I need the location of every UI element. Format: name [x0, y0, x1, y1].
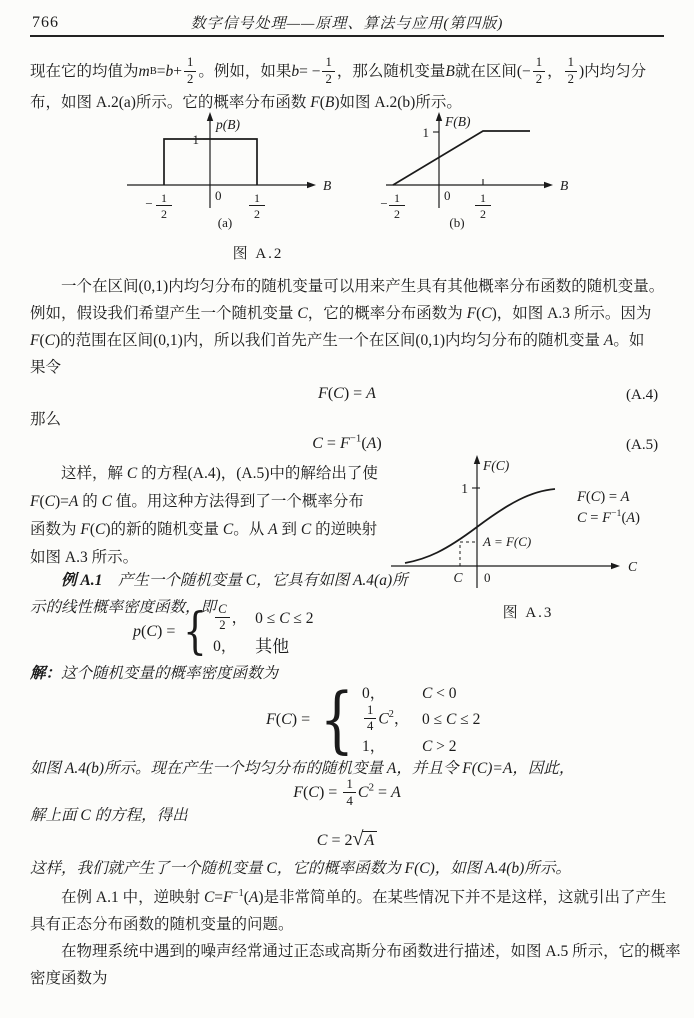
- cdf-ramp-curve: [393, 131, 530, 185]
- x-axis-label: B: [323, 178, 332, 193]
- cases-brace: {: [319, 677, 355, 762]
- figure-a3-side-equation2: $C = F^{-1}(A)$: [577, 508, 640, 526]
- para3: [30, 460, 395, 572]
- origin-label: 0: [215, 188, 222, 203]
- para1-line1: 现在它的均值为 m B = b + $\frac{1}{2}$ 。例如，如果 b = − $\frac{1}{2}$ ，那么随机变量 B 就在区间(− $\frac{1}{2}$ ， $\frac{1}{2}$ )内均匀分: [30, 55, 647, 86]
- case-value: $\frac{1}{4}$ $C^2$，: [362, 705, 422, 735]
- equation-fc-piecewise: [266, 677, 481, 762]
- para1-line2: 布，如图 A.2(a)所示。它的概率分布函数 F(B)如图 A.2(b)所示。: [30, 94, 462, 111]
- case-value: 1，: [361, 737, 386, 755]
- ytick-label: 1: [461, 481, 468, 496]
- figure-a2a-uniform-pdf-plot: [97, 112, 337, 244]
- xtick-right-denominator: 2: [480, 207, 486, 221]
- solution-intro: 解：这个随机变量的概率密度函数为: [30, 665, 279, 682]
- figure-a2-caption: 图 A.2: [232, 246, 284, 262]
- y-axis-arrow: [436, 112, 442, 121]
- equation-lhs: p(C) =: [133, 622, 176, 640]
- para2-line2: 例如，假设我们希望产生一个随机变量 C，它的概率分布函数为 F(C)，如图 A.3 所示。因为: [30, 305, 652, 322]
- x-axis-label: C: [628, 559, 638, 574]
- case-row: [213, 604, 313, 634]
- case-condition: 0 ≤ C ≤ 2: [421, 711, 481, 729]
- x-axis-arrow: [307, 182, 316, 188]
- case-row: [362, 705, 480, 735]
- para3-line3: 函数为 F(C)的新的随机变量 C。从 A 到 C 的逆映射: [30, 521, 378, 538]
- x-axis-label: B: [560, 178, 569, 193]
- y-axis-label: F(B): [445, 114, 471, 129]
- equation-a5-number: (A.5): [626, 437, 659, 453]
- x-axis-arrow: [544, 182, 553, 188]
- equation-a4-number: (A.4): [626, 387, 659, 403]
- para5-line1: 在例 A.1 中，逆映射 $C=F^{-1}(A)$是非常简单的。在某些情况下并不是这样，这就引出了产生: [30, 887, 667, 906]
- x-axis-arrow: [611, 563, 620, 569]
- example-line2: 示的线性概率密度函数，即: [30, 599, 217, 616]
- equation-lhs: F(C) =: [266, 710, 311, 728]
- case-condition: 其他: [255, 636, 290, 656]
- case-value: 0，: [213, 637, 237, 655]
- para5-line2: 具有正态分布函数的随机变量的问题。: [30, 916, 294, 933]
- case-condition: C > 2: [421, 737, 457, 755]
- case-value: $\frac{C}{2}$ ，: [213, 604, 255, 634]
- xtick-left-numerator: 1: [394, 191, 400, 205]
- para2-line1: 一个在区间(0,1)内均匀分布的随机变量可以用来产生具有其他概率分布函数的随机变量。: [30, 278, 665, 295]
- xtick-right-denominator: 2: [254, 207, 260, 221]
- cdf-sigmoid-curve: [405, 489, 555, 563]
- ytick-label: 1: [192, 132, 199, 147]
- para3-line4: 如图 A.3 所示。: [30, 549, 139, 566]
- figure-a2b-cdf-plot: [378, 112, 593, 244]
- line-fig-a4b: 如图 A.4(b)所示。现在产生一个均匀分布的随机变量 A，并且令 F(C)=A，因此，: [30, 760, 575, 777]
- case-row: [362, 735, 480, 758]
- xtick-label: C: [453, 570, 463, 585]
- header-rule: [30, 35, 664, 37]
- cases-brace: {: [183, 602, 208, 661]
- xtick-right-numerator: 1: [480, 191, 486, 205]
- ytick-label: 1: [422, 125, 429, 140]
- xtick-left-numerator: 1: [161, 191, 167, 205]
- y-axis-arrow: [474, 455, 480, 464]
- xtick-left-denominator: 2: [394, 207, 400, 221]
- case-condition: 0 ≤ C ≤ 2: [255, 609, 314, 627]
- y-axis-label: p(B): [216, 117, 240, 132]
- running-head-title: 数字信号处理——原理、算法与应用(第四版): [190, 16, 504, 32]
- xtick-minus-sign: −: [145, 196, 153, 211]
- para5: [30, 884, 681, 992]
- para5-line4: 密度函数为: [30, 970, 108, 987]
- case-row: [213, 634, 313, 660]
- para3-line2: F(C)=A 的 C 值。用这种方法得到了一个概率分布: [30, 493, 364, 510]
- line-result: 这样，我们就产生了一个随机变量 C，它的概率函数为 F(C)，如图 A.4(b)所示。: [30, 860, 571, 877]
- case-value: 0，: [361, 685, 386, 702]
- y-axis-arrow: [207, 112, 213, 121]
- example-line1: 例 A.1 产生一个随机变量 C，它具有如图 A.4(a)所: [61, 572, 408, 589]
- xtick-left-denominator: 2: [161, 207, 167, 221]
- page-number: 766: [32, 14, 59, 31]
- equation-c-2sqrt-a: C = 2 √ A: [30, 828, 664, 854]
- equation-pc-piecewise: [133, 604, 314, 660]
- projection-label: A = F(C): [483, 534, 532, 549]
- equation-fc-equals-a: F(C) = $\frac{1}{4}$ $C^2 = A$: [293, 776, 401, 808]
- subfigure-label: (a): [217, 215, 233, 230]
- case-row: [362, 682, 480, 705]
- figure-a3-side-equation1: F(C) = A: [577, 489, 630, 505]
- connector-text: 那么: [30, 411, 62, 428]
- para3-line1: 这样，解 C 的方程(A.4)，(A.5)中的解给出了使: [30, 465, 378, 482]
- figure-a3-caption: 图 A.3: [502, 605, 554, 621]
- equation-a4: F(C) = A: [318, 385, 376, 402]
- origin-label: 0: [444, 188, 451, 203]
- para2-line4: 果令: [30, 359, 62, 376]
- line-solve-c: 解上面 C 的方程，得出: [30, 807, 188, 824]
- equation-a5: $C = F^{-1}(A)$: [312, 432, 382, 452]
- origin-label: 0: [484, 570, 491, 585]
- para5-line3: 在物理系统中遇到的噪声经常通过正态或高斯分布函数进行描述，如图 A.5 所示，它的概率: [30, 943, 681, 960]
- para2-line3: F(C)的范围在区间(0,1)内，所以我们首先产生一个在区间(0,1)内均匀分布的随机变量 A。如: [30, 332, 645, 349]
- case-condition: C < 0: [421, 685, 457, 702]
- xtick-minus-sign: −: [380, 196, 388, 211]
- xtick-right-numerator: 1: [254, 191, 260, 205]
- subfigure-label: (b): [449, 215, 465, 230]
- y-axis-label: F(C): [483, 458, 510, 473]
